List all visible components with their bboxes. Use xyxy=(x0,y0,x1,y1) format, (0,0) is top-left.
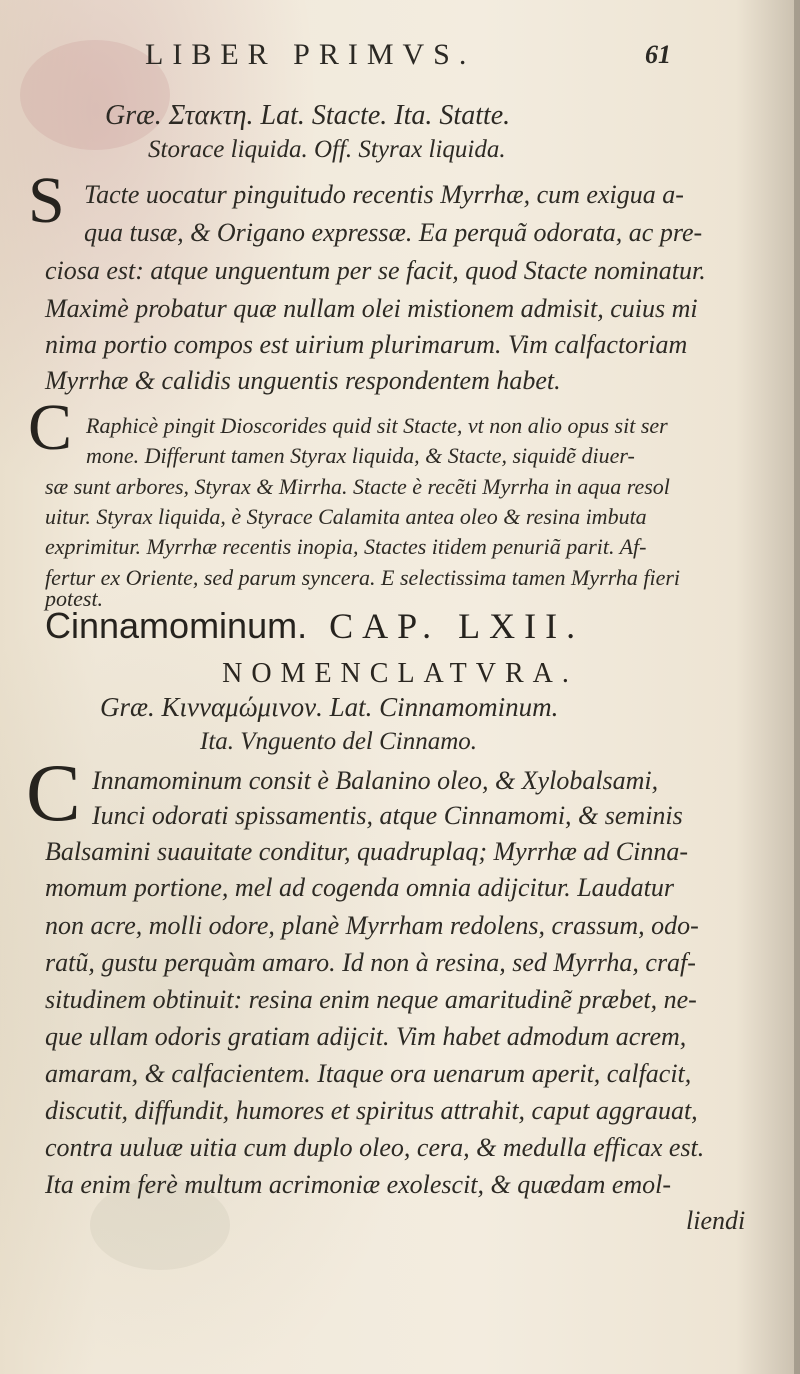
nomenclature-line: Ita. Vnguento del Cinnamo. xyxy=(200,728,478,755)
drop-cap: C xyxy=(28,391,73,464)
catchword: liendi xyxy=(686,1206,746,1235)
text-line: uitur. Styrax liquida, è Styrace Calamita antea oleo & resina imbuta xyxy=(45,504,647,529)
text-line: Tacte uocatur pinguitudo recentis Myrrhæ, cum exigua a- xyxy=(84,180,684,209)
chapter-name: Cinnamominum. xyxy=(45,605,308,646)
text-line: fertur ex Oriente, sed parum syncera. E selectissima tamen Myrrha fieri xyxy=(45,565,681,590)
drop-cap: C xyxy=(26,747,81,838)
nomenclature-line: Græ. Στακτη. Lat. Stacte. Ita. Statte. xyxy=(105,100,511,131)
text-line: Ita enim ferè multum acrimoniæ exolescit, & quædam emol- xyxy=(45,1170,672,1199)
text-line: Raphicè pingit Dioscorides quid sit Stacte, vt non alio opus sit ser xyxy=(86,413,668,438)
text-line: situdinem obtinuit: resina enim neque amaritudinẽ præbet, ne- xyxy=(45,985,697,1014)
text-line: momum portione, mel ad cogenda omnia adijcitur. Laudatur xyxy=(45,873,675,902)
text-line: Maximè probatur quæ nullam olei mistionem admisit, cuius mi xyxy=(45,294,698,323)
chapter-title xyxy=(45,605,584,647)
text-line: qua tusæ, & Origano expressæ. Ea perquã odorata, ac pre- xyxy=(84,218,703,247)
text-line: amaram, & calfacientem. Itaque ora uenarum aperit, calfacit, xyxy=(45,1059,692,1088)
nomenclature-line: Storace liquida. Off. Styrax liquida. xyxy=(148,136,506,163)
text-line: ciosa est: atque unguentum per se facit, quod Stacte nominatur. xyxy=(45,256,706,285)
page-number: 61 xyxy=(645,40,671,69)
text-line: Myrrhæ & calidis unguentis respondentem habet. xyxy=(45,366,561,395)
nomenclature-line: Græ. Κινναμώμινον. Lat. Cinnamominum. xyxy=(100,692,559,722)
text-line: Innamominum consit è Balanino oleo, & Xylobalsami, xyxy=(92,766,659,795)
text-line: non acre, molli odore, planè Myrrham redolens, crassum, odo- xyxy=(45,911,699,940)
text-line: que ullam odoris gratiam adijcit. Vim habet admodum acrem, xyxy=(45,1022,687,1051)
text-line: Iunci odorati spissamentis, atque Cinnamomi, & seminis xyxy=(92,801,683,830)
text-line: ratũ, gustu perquàm amaro. Id non à resina, sed Myrrha, craf- xyxy=(45,948,696,977)
running-title: LIBER PRIMVS. xyxy=(145,38,476,71)
drop-cap: S xyxy=(28,164,65,237)
chapter-number: CAP. LXII. xyxy=(329,606,585,646)
text-line: Balsamini suauitate conditur, quadruplaq; Myrrhæ ad Cinna- xyxy=(45,837,689,866)
text-line: sæ sunt arbores, Styrax & Mirrha. Stacte è recẽti Myrrha in aqua resol xyxy=(45,474,670,499)
text-line: contra uuluæ uitia cum duplo oleo, cera, & medulla efficax est. xyxy=(45,1133,705,1162)
text-line: discutit, diffundit, humores et spiritus attrahit, caput aggrauat, xyxy=(45,1096,698,1125)
text-line: nima portio compos est uirium plurimarum. Vim calfactoriam xyxy=(45,330,688,359)
text-line: potest. xyxy=(45,586,104,611)
text-line: exprimitur. Myrrhæ recentis inopia, Stactes itidem penuriã parit. Af- xyxy=(45,534,647,559)
nomenclatura-heading: NOMENCLATVRA. xyxy=(222,658,578,689)
text-line: mone. Differunt tamen Styrax liquida, & Stacte, siquidẽ diuer- xyxy=(86,443,635,468)
